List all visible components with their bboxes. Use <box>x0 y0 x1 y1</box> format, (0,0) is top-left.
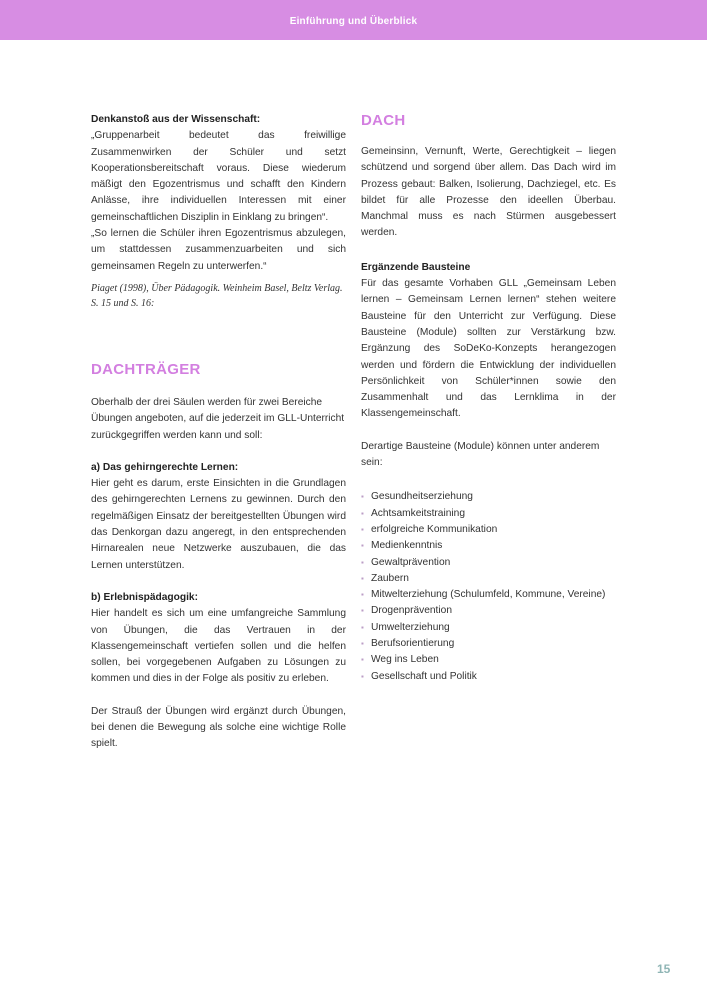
quote-1: „Gruppenarbeit bedeutet das freiwillige Zusammenwirken der Schüler und setzt Kooperationsbereitschaft voraus. Diese wiederum mäßigt den Egozentrismus und schafft den Kindern Anlässe, ihre individuellen Interessen mit einer gemeinschaftlichen Disziplin in Einklang zu bringen“. <box>91 130 346 223</box>
list-item: ▪ Umwelterziehung <box>361 620 616 636</box>
heading-dach: DACH <box>361 112 406 129</box>
module-intro: Derartige Bausteine (Module) können unter anderem sein: <box>361 440 600 469</box>
list-item: ▪ Weg ins Leben <box>361 652 616 668</box>
sub-a-text: Hier geht es darum, erste Einsichten in die Grundlagen des gehirngerechten Lernens zu gewinnen. Durch den regelmäßigen Einsatz der bereitgestellten Übungen wird das Denkorgan dazu angeregt, in den entsprechenden Hirnarealen neue Netzwerke auszubauen, die das Lernen unterstützen. <box>91 478 346 571</box>
denkanstoss-title: Denkanstoß aus der Wissenschaft: <box>91 114 261 125</box>
quote-2: „So lernen die Schüler ihren Egozentrismus abzulegen, um stattdessen zusammenzuarbeiten und sich gemeinsamen Regeln zu unterwerfen.“ <box>91 228 346 272</box>
list-item: ▪ Gesundheitserziehung <box>361 489 616 505</box>
closing-text: Der Strauß der Übungen wird ergänzt durch Übungen, bei denen die Bewegung als solche eine wichtige Rolle spielt. <box>91 705 346 750</box>
list-item: ▪ Gewaltprävention <box>361 555 616 571</box>
bausteine-text: Für das gesamte Vorhaben GLL „Gemeinsam Leben lernen – Gemeinsam Lernen lernen“ stehen weitere Bausteine für den Unterricht zur Verfügung. Diese Bausteine (Module) sollten zur Verstärkung bzw. Ergänzung des SoDeKo-Konzepts herangezogen werden und fördern die Entwicklung der individuellen Persönlichkeit von Schüler*innen sowie den Zusammenhalt und das Lernklima in der Klassengemeinschaft. <box>361 278 616 420</box>
list-item: ▪ erfolgreiche Kommunikation <box>361 522 616 538</box>
left-column <box>91 112 346 753</box>
list-item: ▪ Berufsorientierung <box>361 636 616 652</box>
right-column <box>361 112 616 685</box>
sub-b-text: Hier handelt es sich um eine umfangreiche Sammlung von Übungen, die das Vertrauen in der Klassengemeinschaft vertiefen sollen und die helfen sollen, bei vorgegebenen Aufgaben zu Lösungen zu kommen und dies in der Folge als positiv zu erleben. <box>91 608 346 685</box>
header-bar <box>0 0 707 40</box>
list-item: ▪ Achtsamkeitstraining <box>361 506 616 522</box>
citation: Piaget (1998), Über Pädagogik. Weinheim Basel, Beltz Verlag. S. 15 und S. 16: <box>91 282 343 309</box>
list-item: ▪ Zaubern <box>361 571 616 587</box>
bausteine-title: Ergänzende Bausteine <box>361 261 471 273</box>
dach-text: Gemeinsinn, Vernunft, Werte, Gerechtigkeit – liegen schützend und sorgend über allem. Das Dach wird im Prozess gebaut: Balken, Isolierung, Dachziegel, etc. Es bildet für alle Prozesse den ideellen Überbau. Manchmal muss es nach Stürmen ausgebessert werden. <box>361 146 616 239</box>
heading-dachtraeger: DACHTRÄGER <box>91 360 201 378</box>
sub-a-title: a) Das gehirngerechte Lernen: <box>91 461 239 473</box>
section-title: Einführung und Überblick <box>289 16 418 27</box>
list-item: ▪ Gesellschaft und Politik <box>361 669 616 685</box>
dachtraeger-intro: Oberhalb der drei Säulen werden für zwei Bereiche Übungen angeboten, auf die jederzeit im GLL-Unterricht zurückgegriffen werden kann und soll: <box>91 396 345 441</box>
list-item: ▪ Medienkenntnis <box>361 538 616 554</box>
page-number: 15 <box>657 962 671 976</box>
list-item: ▪ Mitwelterziehung (Schulumfeld, Kommune, Vereine) <box>361 587 616 603</box>
list-item: ▪ Drogenprävention <box>361 603 616 619</box>
sub-b-title: b) Erlebnispädagogik: <box>91 591 198 603</box>
module-list <box>361 489 616 685</box>
